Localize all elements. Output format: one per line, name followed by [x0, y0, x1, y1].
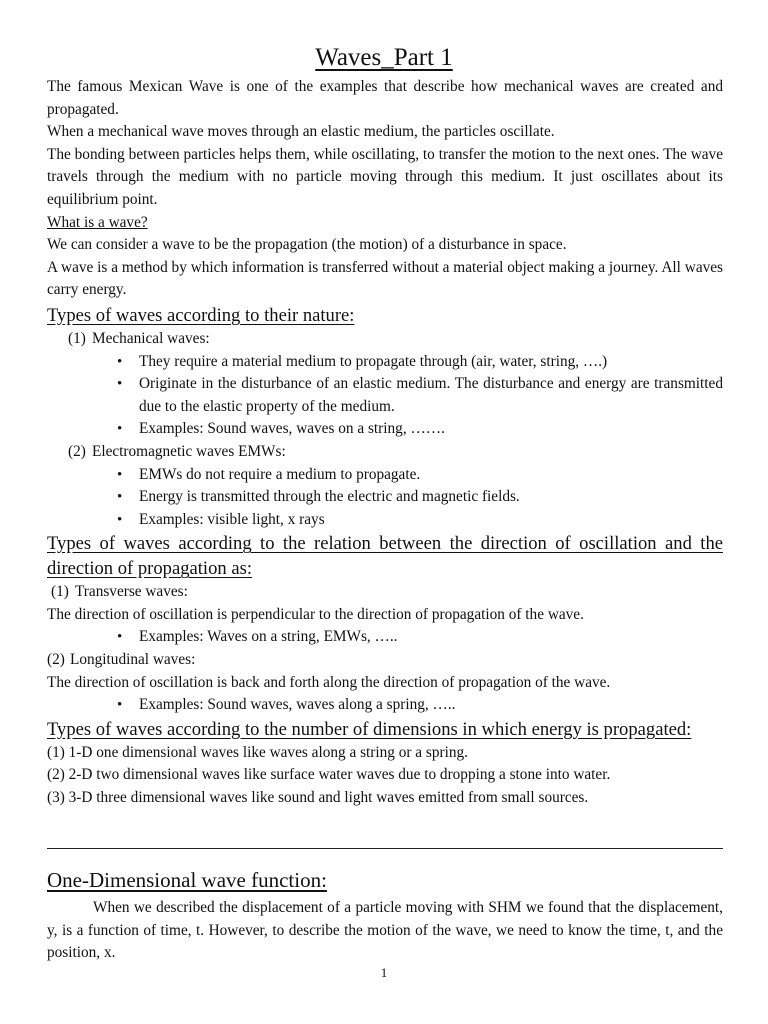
direction-heading: Types of waves according to the relation between the direction of oscillation and the direction of propagation as: — [47, 533, 723, 580]
one-dimensional-section — [47, 866, 723, 965]
dimension-item-3: (3) 3-D three dimensional waves like sound and light waves emitted from small sources. — [47, 789, 589, 807]
bullet-icon: • — [117, 353, 123, 370]
longitudinal-bullets — [47, 694, 723, 717]
longitudinal-description: The direction of oscillation is back and forth along the direction of propagation of the wave. — [47, 673, 611, 691]
mechanical-waves-item — [47, 328, 723, 351]
list-number: (2) — [68, 442, 86, 460]
bullet-item: • Examples: Sound waves, waves on a string, ……. — [47, 418, 723, 441]
list-number: (2) — [47, 651, 65, 669]
transverse-waves-item — [47, 581, 723, 604]
bullet-item: • Examples: Sound waves, waves along a spring, ….. — [47, 694, 723, 717]
one-dimensional-heading: One-Dimensional wave function: — [47, 868, 327, 892]
list-number: (1) — [68, 329, 86, 347]
list-label: Transverse waves: — [75, 583, 188, 601]
bullet-item: • Energy is transmitted through the electric and magnetic fields. — [47, 486, 723, 509]
electromagnetic-waves-item — [47, 441, 723, 464]
transverse-bullets — [47, 626, 723, 649]
wave-definition-paragraph-2: A wave is a method by which information is transferred without a material object making a journey. All waves carry energy. — [47, 258, 723, 299]
intro-paragraph-2: When a mechanical wave moves through an elastic medium, the particles oscillate. — [47, 123, 555, 141]
bullet-item: • They require a material medium to propagate through (air, water, string, ….) — [47, 351, 723, 374]
dimension-item-1: (1) 1-D one dimensional waves like waves along a string or a spring. — [47, 743, 468, 761]
mechanical-bullets — [47, 351, 723, 441]
what-is-wave-heading: What is a wave? — [47, 213, 148, 231]
intro-paragraph-3: The bonding between particles helps them, while oscillating, to transfer the motion to the next ones. The wave travels through the medium with no particle moving through this medium. It just oscillates about its equilibrium point. — [47, 145, 723, 208]
bullet-icon: • — [117, 421, 123, 438]
bullet-icon: • — [117, 466, 123, 483]
list-label: Mechanical waves: — [92, 329, 210, 347]
bullet-item: • Examples: Waves on a string, EMWs, ….. — [47, 626, 723, 649]
list-label: Longitudinal waves: — [70, 651, 196, 669]
bullet-icon: • — [117, 489, 123, 506]
nature-heading: Types of waves according to their nature: — [47, 304, 355, 326]
page-title: Waves_Part 1 — [315, 44, 453, 71]
one-dimensional-paragraph: When we described the displacement of a particle moving with SHM we found that the displacement, y, is a function of time, t. However, to describe the motion of the wave, we need to know the time, t, and the position, x. — [47, 899, 723, 962]
bullet-icon: • — [117, 511, 123, 528]
bullet-item: • Originate in the disturbance of an elastic medium. The disturbance and energy are transmitted due to the elastic property of the medium. — [117, 375, 723, 415]
dimension-item-2: (2) 2-D two dimensional waves like surface water waves due to dropping a stone into water. — [47, 766, 611, 784]
list-number: (1) — [51, 583, 69, 601]
bullet-item: • EMWs do not require a medium to propagate. — [47, 464, 723, 487]
bullet-icon: • — [117, 376, 123, 393]
bullet-icon: • — [117, 629, 123, 646]
bullet-item: • Examples: visible light, x rays — [47, 509, 723, 532]
electromagnetic-bullets — [47, 464, 723, 532]
page-number: 1 — [380, 965, 388, 980]
transverse-description: The direction of oscillation is perpendicular to the direction of propagation of the wave. — [47, 605, 584, 623]
list-label: Electromagnetic waves EMWs: — [92, 442, 286, 460]
intro-paragraph-1: The famous Mexican Wave is one of the examples that describe how mechanical waves are created and propagated. — [47, 78, 723, 118]
main-content — [47, 76, 723, 810]
bullet-icon: • — [117, 697, 123, 714]
section-divider — [47, 848, 723, 849]
wave-definition-paragraph-1: We can consider a wave to be the propagation (the motion) of a disturbance in space. — [47, 236, 567, 254]
dimensions-heading: Types of waves according to the number of dimensions in which energy is propagated: — [47, 718, 692, 740]
longitudinal-waves-item — [47, 649, 723, 672]
